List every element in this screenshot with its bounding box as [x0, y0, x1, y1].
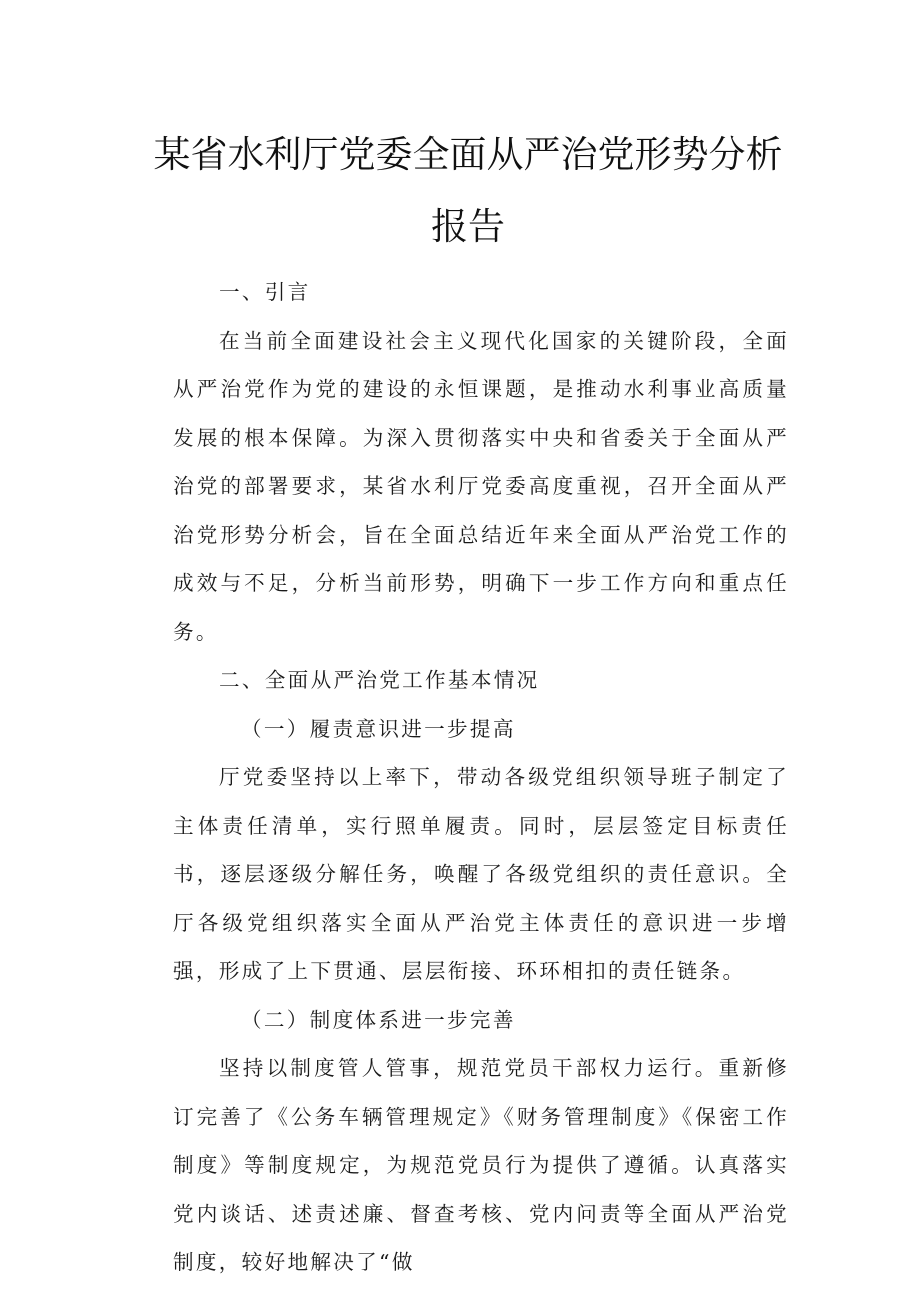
section-2-heading: 二、全面从严治党工作基本情况 — [219, 668, 540, 692]
document-title-line-2: 报告 — [431, 205, 505, 248]
document-title-line-1: 某省水利厅党委全面从严治党形势分析 — [153, 133, 783, 176]
subsection-1-paragraph: 厅党委坚持以上率下，带动各级党组织领导班子制定了主体责任清单，实行照单履责。同时，层层签定目标责任书，逐层逐级分解任务，唤醒了各级党组织的责任意识。全厅各级党组织落实全面从严治党主体责任的意识进一步增强，形成了上下贯通、层层衔接、环环相扣的责任链条。 — [173, 765, 789, 983]
section-1-paragraph: 在当前全面建设社会主义现代化国家的关键阶段，全面从严治党作为党的建设的永恒课题，是推动水利事业高质量发展的根本保障。为深入贯彻落实中央和省委关于全面从严治党的部署要求，某省水利厅党委高度重视，召开全面从严治党形势分析会，旨在全面总结近年来全面从严治党工作的成效与不足，分析当前形势，明确下一步工作方向和重点任务。 — [173, 328, 789, 644]
document-body — [173, 268, 789, 1287]
subsection-2-paragraph: 坚持以制度管人管事，规范党员干部权力运行。重新修订完善了《公务车辆管理规定》《财务管理制度》《保密工作制度》等制度规定，为规范党员行为提供了遵循。认真落实党内谈话、述责述廉、督查考核、党内问责等全面从严治党制度，较好地解决了“做 — [173, 1056, 789, 1274]
subsection-2-heading: （二）制度体系进一步完善 — [241, 1007, 516, 1032]
section-1-heading: 一、引言 — [219, 280, 311, 304]
subsection-1-heading: （一）履责意识进一步提高 — [241, 716, 516, 741]
